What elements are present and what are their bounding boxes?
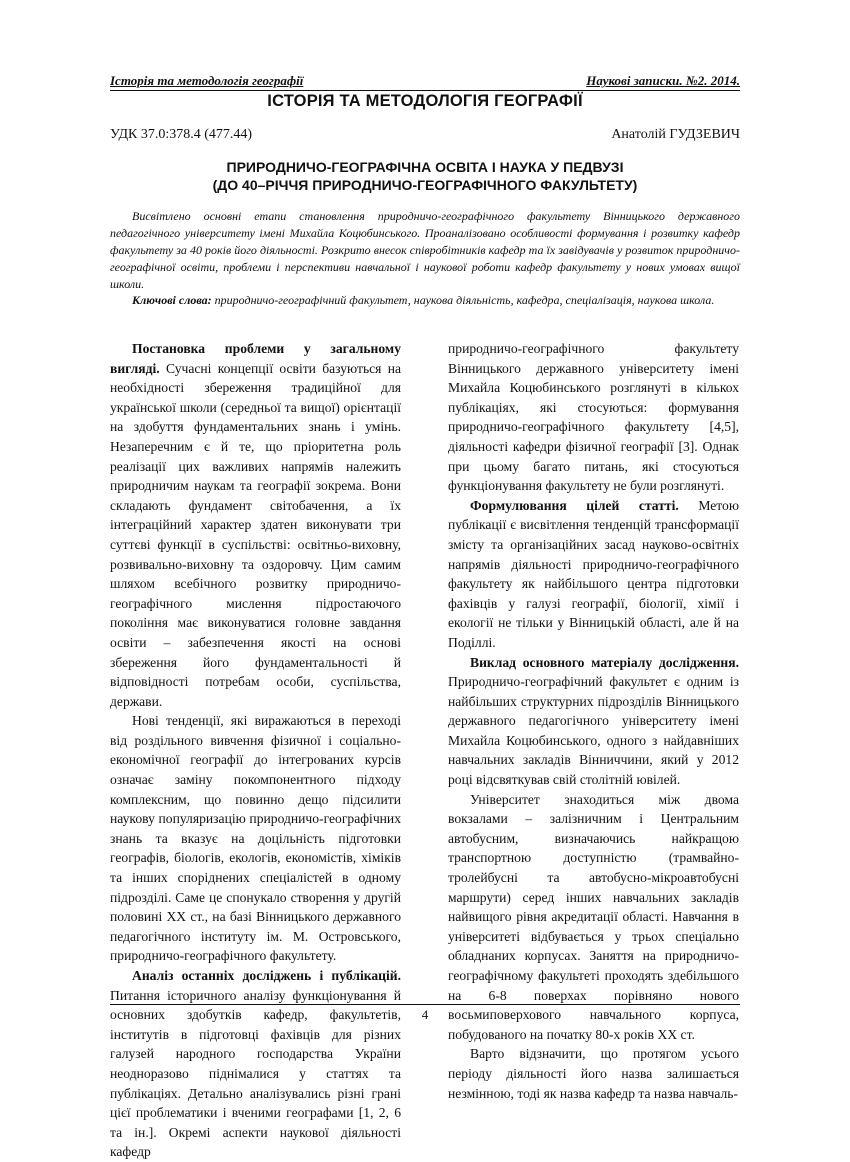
paragraph-text: Нові тенденції, які виражаються в переході від роздільного вивчення фізичної і соціально-економічної географії до інтегрованих курсів означає заміну покомпонентного підходу комплексним, що повинно дещо підсилити наукову популяризацію природничо-географічних знань та вказує на доцільність підготовки географів, біологів, екологів, економістів, хіміків та інших споріднених спеціалістей в одному підрозділі. Саме це спонукало створення у другій половині ХХ ст., на базі Вінницького державного педагогічного інституту ім. М. Островського, природничо-географічного факультету. [110, 713, 401, 964]
paragraph-heading: Постановка проблеми у загальному вигляді. [110, 341, 401, 376]
author-name: Анатолій ГУДЗЕВИЧ [611, 127, 740, 142]
running-head-journal-section: Історія та методологія географії [110, 73, 304, 88]
footer-divider [110, 1004, 740, 1005]
paragraph-literature-review [110, 966, 401, 1162]
keywords-text: природничо-географічний факультет, наукова діяльність, кафедра, спеціалізація, наукова школа. [214, 293, 715, 307]
paragraph-text: Природничо-географічний факультет є одним із найбільших структурних підрозділів Вінницького державного педагогічного університету імені Михайла Коцюбинського, одного з найдавніших навчальних закладів Вінниччини, який у 2012 році відсвяткував свій столітній ювілей. [448, 674, 739, 788]
paragraph-heading: Виклад основного матеріалу дослідження. [470, 654, 739, 670]
running-head-journal-issue: Наукові записки. №2. 2014. [586, 73, 740, 88]
section-title: ІСТОРІЯ ТА МЕТОДОЛОГІЯ ГЕОГРАФІЇ [267, 92, 583, 110]
abstract: Висвітлено основні етапи становлення природничо-географічного факультету Вінницького державного педагогічного університету імені Михайла Коцюбинського. Проаналізовано особливості формування і розвитку кафедр факультету за 40 років його діяльності. Розкрито внесок співробітників кафедр та їх завідувачів у розвиток природничо-географічної освіти, проблеми і перспективи навчальної і наукової роботи кафедр факультету у нових умовах вищої школи. [110, 209, 740, 291]
article-title [110, 158, 740, 194]
paragraph-problem-statement [110, 339, 401, 711]
paragraph-text: Варто відзначити, що протягом усього періоду діяльності його назва залишається незмінною, тоді як назва кафедр та назва навчаль- [448, 1046, 739, 1101]
paragraph-text: Питання історичного аналізу функціонування й основних здобутків кафедр, факультетів, інститутів в підготовці фахівців для різних галузей народного господарства України неодноразово піднімалися у статтях та публікаціях. Детально аналізувались різні грані цієї проблематики і вченими географами [1, 2, 6 та ін.]. Окремі аспекти наукової діяльності кафедр [110, 987, 401, 1160]
paragraph-text: Метою публікації є висвітлення тенденцій трансформації змісту та організаційних засад науково-освітніх напрямів діяльності природничо-географічного факультету як найбільшого центра підготовки фахівців у галузі географії, біології, хімії і екології не тільки у Вінницькій області, але й на Поділлі. [448, 497, 739, 650]
paragraph-faculty-name [448, 1044, 739, 1103]
udc-code: УДК 37.0:378.4 (477.44) [110, 127, 253, 142]
running-head [110, 73, 740, 91]
paragraph-heading: Формулювання цілей статті. [470, 497, 679, 513]
article-title-line-2: (ДО 40–РІЧЧЯ ПРИРОДНИЧО-ГЕОГРАФІЧНОГО ФАКУЛЬТЕТУ) [212, 177, 638, 193]
paragraph-new-trends [110, 711, 401, 966]
paragraph-article-goals [448, 496, 739, 653]
article-meta [110, 127, 740, 145]
article-title-line-1: ПРИРОДНИЧО-ГЕОГРАФІЧНА ОСВІТА І НАУКА У ПЕДВУЗІ [226, 159, 624, 175]
keywords-label: Ключові слова: [132, 293, 212, 307]
paragraph-heading: Аналіз останніх досліджень і публікацій. [132, 968, 401, 983]
body-column-right [448, 339, 739, 1103]
paragraph-text: Університет знаходиться між двома вокзалами – залізничним і Центральним автобусним, визначаючись найкращою транспортною доступністю (трамвайно-тролейбусні та автобусно-мікроавтобусні маршрути) серед інших навчальних закладів найвищого рівня акредитації області. Навчання в університеті відбувається у трьох спеціально обладнаних корпусах. Заняття на природничо-географічному факультеті проходять здебільшого на 6-8 поверхах порівняно нового восьмиповерхового навчального корпуса, побудованого на початку 80-х років ХХ ст. [448, 791, 739, 1042]
paragraph-text: природничо-географічного факультету Вінницького державного університету імені Михайла Коцюбинського розглянуті в кількох публікаціях, які стосуються: формування природничо-географічного факультету [4,5], діяльності кафедри фізичної географії [3]. Однак при цьому багато питань, які стосуються функціонування факультету не були розглянуті. [448, 341, 739, 494]
body-column-left [110, 339, 401, 1162]
keywords [110, 292, 740, 309]
paragraph-main-material [448, 653, 739, 790]
page-number: 4 [421, 1007, 429, 1022]
paragraph-text: Сучасні концепції освіти базуються на необхідності збереження традиційної для української школи (середньої та вищої) орієнтації на здобуття фундаментальних знань і умінь. Незаперечним є й те, що пріоритетна роль реалізації цих важливих напрямів належить природничим наукам та географії зокрема. Вони складають фундамент світобачення, а їх інтеграційний характер здатен виконувати три суттєві функції в суспільстві: освітньо-виховну, розвивально-виховну та оздоровчу. Цим самим шляхом всебічного розвитку природничо-географічного мислення підростаючого покоління має виконуватися головне завдання освіти – забезпечення якості на основі збереження його фундаментальності й відповідності потребам особи, суспільства, держави. [110, 360, 401, 709]
paragraph-literature-review-continued [448, 339, 739, 496]
